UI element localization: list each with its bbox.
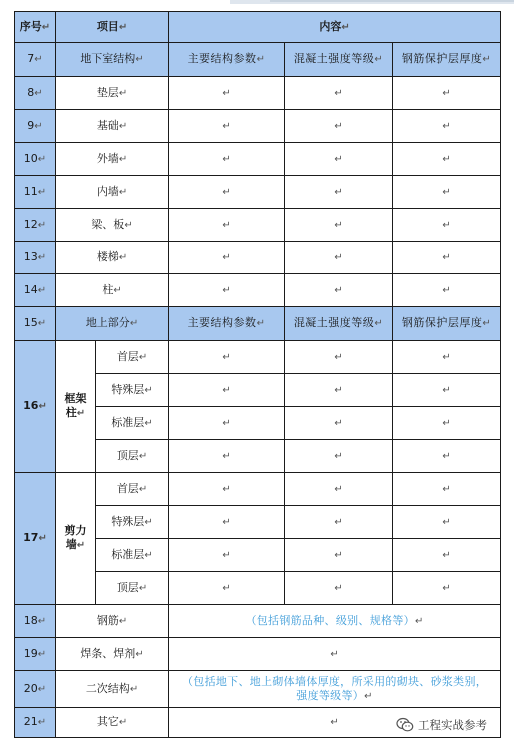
cell-cover[interactable]	[393, 407, 501, 440]
paragraph-mark: ↵	[222, 120, 231, 132]
col-title-cover-text: 钢筋保护层厚度	[401, 316, 483, 329]
row-label-text: 钢筋	[96, 613, 119, 627]
row-number	[15, 242, 56, 274]
structure-spec-table	[14, 11, 501, 738]
row-label-text: 外墙	[96, 151, 119, 165]
paragraph-mark: ↵	[37, 717, 47, 728]
table-header-row	[15, 12, 501, 43]
header-content	[169, 12, 501, 43]
row-number-text: 12	[23, 217, 38, 231]
row-number-text: 10	[23, 151, 38, 165]
floor-label	[96, 374, 169, 407]
row-number-text: 7	[27, 52, 35, 65]
row-label-text: 其它	[96, 715, 119, 728]
paragraph-mark: ↵	[118, 186, 128, 198]
row-label	[56, 605, 169, 638]
paragraph-mark: ↵	[37, 615, 47, 627]
table-row-rebar	[15, 605, 501, 638]
floor-label	[96, 473, 169, 506]
paragraph-mark: ↵	[222, 417, 231, 429]
cell-grade[interactable]	[285, 341, 393, 374]
cell-cover[interactable]	[393, 209, 501, 242]
cell-cover[interactable]	[393, 572, 501, 605]
floor-label	[96, 572, 169, 605]
paragraph-mark: ↵	[37, 683, 47, 695]
paragraph-mark: ↵	[334, 153, 343, 165]
paragraph-mark: ↵	[34, 87, 43, 99]
paragraph-mark: ↵	[442, 516, 451, 528]
note-text: （包括地下、地上砌体墙体厚度，所采用的砌块、砂浆类别，强度等级等）	[181, 674, 488, 702]
table-row	[15, 209, 501, 242]
cell-cover[interactable]	[393, 539, 501, 572]
row-number-text: 20	[23, 681, 38, 695]
paragraph-mark: ↵	[222, 384, 231, 396]
cell-cover[interactable]	[393, 176, 501, 209]
cell-param[interactable]	[169, 473, 285, 506]
paragraph-mark: ↵	[135, 648, 144, 660]
paragraph-mark: ↵	[334, 351, 343, 363]
cell-grade[interactable]	[285, 572, 393, 605]
paragraph-mark: ↵	[135, 54, 144, 65]
paragraph-mark: ↵	[118, 87, 128, 99]
row-label	[56, 708, 169, 738]
paragraph-mark: ↵	[222, 87, 231, 99]
cell-cover[interactable]	[393, 274, 501, 307]
paragraph-mark: ↵	[442, 483, 451, 495]
paragraph-mark: ↵	[334, 219, 343, 231]
row-number-text: 13	[23, 250, 38, 263]
cell-grade[interactable]	[285, 274, 393, 307]
section-label	[56, 43, 169, 77]
paragraph-mark: ↵	[256, 54, 266, 65]
row-number	[15, 473, 56, 605]
cell-param[interactable]	[169, 407, 285, 440]
floor-label	[96, 539, 169, 572]
cell-grade[interactable]	[285, 440, 393, 473]
cell-note-secondary[interactable]	[169, 671, 501, 708]
cell-cover[interactable]	[393, 77, 501, 110]
cell-cover[interactable]	[393, 143, 501, 176]
paragraph-mark: ↵	[118, 717, 128, 728]
header-item	[56, 12, 169, 43]
paragraph-mark: ↵	[37, 284, 47, 296]
paragraph-mark: ↵	[34, 120, 43, 132]
cell-param[interactable]	[169, 176, 285, 209]
cell-cover[interactable]	[393, 110, 501, 143]
top-page-edge-inner	[270, 0, 514, 2]
row-number	[15, 209, 56, 242]
col-title-param-text: 主要结构参数	[187, 52, 257, 65]
floor-label	[96, 341, 169, 374]
row-label	[56, 143, 169, 176]
paragraph-mark: ↵	[222, 284, 231, 296]
table-row-above-ground	[15, 307, 501, 341]
paragraph-mark: ↵	[442, 284, 451, 296]
row-number-text: 16	[23, 399, 39, 412]
paragraph-mark: ↵	[222, 351, 231, 363]
paragraph-mark: ↵	[129, 683, 139, 695]
paragraph-mark: ↵	[334, 186, 343, 198]
col-title-grade	[285, 307, 393, 341]
row-number	[15, 341, 56, 473]
cell-grade[interactable]	[285, 176, 393, 209]
row-label	[56, 242, 169, 274]
paragraph-mark: ↵	[334, 417, 343, 429]
row-number	[15, 110, 56, 143]
paragraph-mark: ↵	[330, 648, 339, 660]
table-row-shear-wall	[15, 473, 501, 506]
paragraph-mark: ↵	[334, 450, 343, 462]
row-label	[56, 110, 169, 143]
row-number-text: 9	[27, 118, 35, 132]
paragraph-mark: ↵	[118, 252, 128, 263]
table-row-basement	[15, 43, 501, 77]
cell-grade[interactable]	[285, 473, 393, 506]
col-title-cover-text: 钢筋保护层厚度	[401, 52, 483, 65]
row-number-text: 17	[23, 531, 39, 544]
cell-cover[interactable]	[393, 341, 501, 374]
row-label	[56, 638, 169, 671]
paragraph-mark: ↵	[118, 21, 128, 33]
paragraph-mark: ↵	[334, 120, 343, 132]
cell-grade[interactable]	[285, 242, 393, 274]
paragraph-mark: ↵	[442, 549, 451, 561]
paragraph-mark: ↵	[482, 318, 492, 329]
paragraph-mark: ↵	[442, 153, 451, 165]
cell-param[interactable]	[169, 77, 285, 110]
floor-label-text: 标准层	[111, 415, 145, 429]
floor-label-text: 特殊层	[111, 382, 145, 396]
col-title-grade-text: 混凝土强度等级	[293, 316, 375, 329]
paragraph-mark: ↵	[37, 186, 47, 198]
row-number-text: 11	[23, 184, 38, 198]
paragraph-mark: ↵	[124, 219, 133, 231]
row-number	[15, 638, 56, 671]
row-label-text: 梁、板	[91, 217, 125, 231]
col-title-param	[169, 307, 285, 341]
section-label	[56, 307, 169, 341]
row-label-text: 基础	[96, 118, 119, 132]
cell-param[interactable]	[169, 143, 285, 176]
paragraph-mark: ↵	[38, 533, 47, 544]
row-number	[15, 671, 56, 708]
paragraph-mark: ↵	[364, 690, 373, 702]
cell-param[interactable]	[169, 242, 285, 274]
paragraph-mark: ↵	[34, 54, 43, 65]
col-title-grade-text: 混凝土强度等级	[293, 52, 375, 65]
paragraph-mark: ↵	[442, 120, 451, 132]
cell-param[interactable]	[169, 440, 285, 473]
watermark	[396, 714, 487, 736]
paragraph-mark: ↵	[222, 582, 231, 594]
table-row	[15, 176, 501, 209]
col-title-grade	[285, 43, 393, 77]
row-number-text: 18	[23, 613, 38, 627]
table-row-welding	[15, 638, 501, 671]
cell-param[interactable]	[169, 572, 285, 605]
col-title-param	[169, 43, 285, 77]
row-label-text: 柱	[102, 282, 114, 296]
paragraph-mark: ↵	[334, 384, 343, 396]
row-label-text: 二次结构	[85, 681, 130, 695]
paragraph-mark: ↵	[222, 549, 231, 561]
col-title-param-text: 主要结构参数	[187, 316, 257, 329]
row-label-text: 楼梯	[96, 250, 119, 263]
paragraph-mark: ↵	[222, 219, 231, 231]
header-seq	[15, 12, 56, 43]
paragraph-mark: ↵	[334, 87, 343, 99]
floor-label-text: 特殊层	[111, 514, 145, 528]
paragraph-mark: ↵	[374, 318, 384, 329]
paragraph-mark: ↵	[442, 186, 451, 198]
paragraph-mark: ↵	[442, 450, 451, 462]
cell-param[interactable]	[169, 274, 285, 307]
group-label-line2: 墙	[65, 538, 77, 551]
paragraph-mark: ↵	[414, 615, 424, 627]
paragraph-mark: ↵	[442, 252, 451, 263]
paragraph-mark: ↵	[138, 450, 148, 462]
row-number-text: 15	[23, 316, 38, 329]
cell-param[interactable]	[169, 341, 285, 374]
row-number	[15, 176, 56, 209]
cell-grade[interactable]	[285, 374, 393, 407]
floor-label-text: 顶层	[116, 448, 139, 462]
table-row-secondary-structure	[15, 671, 501, 708]
paragraph-mark: ↵	[334, 483, 343, 495]
group-label-line2: 柱	[65, 406, 77, 419]
cell-param[interactable]	[169, 374, 285, 407]
table-row	[15, 274, 501, 307]
row-label	[56, 671, 169, 708]
cell-grade[interactable]	[285, 506, 393, 539]
paragraph-mark: ↵	[222, 516, 231, 528]
row-number-text: 14	[23, 282, 38, 296]
row-label	[56, 77, 169, 110]
row-number	[15, 143, 56, 176]
cell-grade[interactable]	[285, 209, 393, 242]
paragraph-mark: ↵	[144, 384, 153, 396]
watermark-text: 工程实战参考	[418, 718, 487, 732]
row-number-text: 8	[27, 85, 35, 99]
cell-grade[interactable]	[285, 143, 393, 176]
table-row	[15, 143, 501, 176]
header-item-text: 项目	[96, 19, 119, 33]
paragraph-mark: ↵	[144, 417, 153, 429]
paragraph-mark: ↵	[37, 648, 47, 660]
section-label-text: 地上部分	[85, 316, 130, 329]
paragraph-mark: ↵	[256, 318, 266, 329]
row-number	[15, 307, 56, 341]
cell-param[interactable]	[169, 110, 285, 143]
floor-label-text: 首层	[116, 481, 139, 495]
row-number	[15, 605, 56, 638]
row-label	[56, 209, 169, 242]
row-label-text: 焊条、焊剂	[80, 646, 136, 660]
floor-label	[96, 440, 169, 473]
row-label	[56, 274, 169, 307]
paragraph-mark: ↵	[138, 582, 148, 594]
group-label-shear-wall	[56, 473, 96, 605]
paragraph-mark: ↵	[374, 54, 384, 65]
row-number	[15, 708, 56, 738]
floor-label-text: 首层	[116, 349, 139, 363]
cell-cover[interactable]	[393, 506, 501, 539]
paragraph-mark: ↵	[442, 582, 451, 594]
paragraph-mark: ↵	[442, 417, 451, 429]
paragraph-mark: ↵	[144, 549, 153, 561]
cell-cover[interactable]	[393, 440, 501, 473]
paragraph-mark: ↵	[76, 540, 86, 551]
row-number-text: 21	[23, 715, 38, 728]
section-label-text: 地下室结构	[80, 52, 136, 65]
group-label-line1: 剪力	[64, 524, 87, 537]
cell-param[interactable]	[169, 506, 285, 539]
table-row-frame-column	[15, 341, 501, 374]
cell-content[interactable]	[169, 638, 501, 671]
paragraph-mark: ↵	[118, 615, 128, 627]
paragraph-mark: ↵	[118, 153, 128, 165]
floor-label	[96, 506, 169, 539]
paragraph-mark: ↵	[138, 483, 148, 495]
row-number-text: 19	[23, 646, 38, 660]
paragraph-mark: ↵	[222, 483, 231, 495]
paragraph-mark: ↵	[37, 252, 47, 263]
group-label-line1: 框架	[64, 392, 87, 405]
paragraph-mark: ↵	[330, 717, 339, 728]
header-seq-text: 序号	[19, 19, 42, 33]
paragraph-mark: ↵	[37, 219, 47, 231]
cell-grade[interactable]	[285, 110, 393, 143]
row-label-text: 垫层	[96, 85, 119, 99]
paragraph-mark: ↵	[118, 120, 128, 132]
col-title-cover	[393, 307, 501, 341]
cell-cover[interactable]	[393, 374, 501, 407]
group-label-frame-column	[56, 341, 96, 473]
note-text: （包括钢筋品种、级别、规格等）	[245, 613, 415, 627]
paragraph-mark: ↵	[482, 54, 492, 65]
cell-param[interactable]	[169, 539, 285, 572]
paragraph-mark: ↵	[37, 153, 47, 165]
paragraph-mark: ↵	[334, 582, 343, 594]
paragraph-mark: ↵	[442, 384, 451, 396]
paragraph-mark: ↵	[334, 284, 343, 296]
paragraph-mark: ↵	[442, 351, 451, 363]
table-row	[15, 242, 501, 274]
row-label	[56, 176, 169, 209]
cell-note-rebar[interactable]	[169, 605, 501, 638]
header-content-text: 内容	[319, 19, 342, 33]
paragraph-mark: ↵	[442, 219, 451, 231]
paragraph-mark: ↵	[334, 252, 343, 263]
cell-param[interactable]	[169, 209, 285, 242]
paragraph-mark: ↵	[222, 450, 231, 462]
table-row	[15, 77, 501, 110]
paragraph-mark: ↵	[222, 153, 231, 165]
wechat-icon	[396, 717, 414, 733]
paragraph-mark: ↵	[341, 21, 350, 33]
row-label-text: 内墙	[96, 184, 119, 198]
paragraph-mark: ↵	[222, 186, 231, 198]
paragraph-mark: ↵	[37, 318, 47, 329]
row-number	[15, 77, 56, 110]
floor-label-text: 顶层	[116, 580, 139, 594]
floor-label-text: 标准层	[111, 547, 145, 561]
floor-label	[96, 407, 169, 440]
cell-grade[interactable]	[285, 407, 393, 440]
paragraph-mark: ↵	[129, 318, 139, 329]
paragraph-mark: ↵	[222, 252, 231, 263]
paragraph-mark: ↵	[442, 87, 451, 99]
cell-grade[interactable]	[285, 539, 393, 572]
cell-grade[interactable]	[285, 77, 393, 110]
col-title-cover	[393, 43, 501, 77]
paragraph-mark: ↵	[138, 351, 148, 363]
paragraph-mark: ↵	[334, 516, 343, 528]
paragraph-mark: ↵	[38, 401, 47, 412]
paragraph-mark: ↵	[334, 549, 343, 561]
paragraph-mark: ↵	[144, 516, 153, 528]
table-row	[15, 110, 501, 143]
row-number	[15, 43, 56, 77]
cell-cover[interactable]	[393, 473, 501, 506]
paragraph-mark: ↵	[41, 21, 51, 33]
paragraph-mark: ↵	[113, 284, 122, 296]
paragraph-mark: ↵	[76, 408, 86, 419]
row-number	[15, 274, 56, 307]
cell-cover[interactable]	[393, 242, 501, 274]
